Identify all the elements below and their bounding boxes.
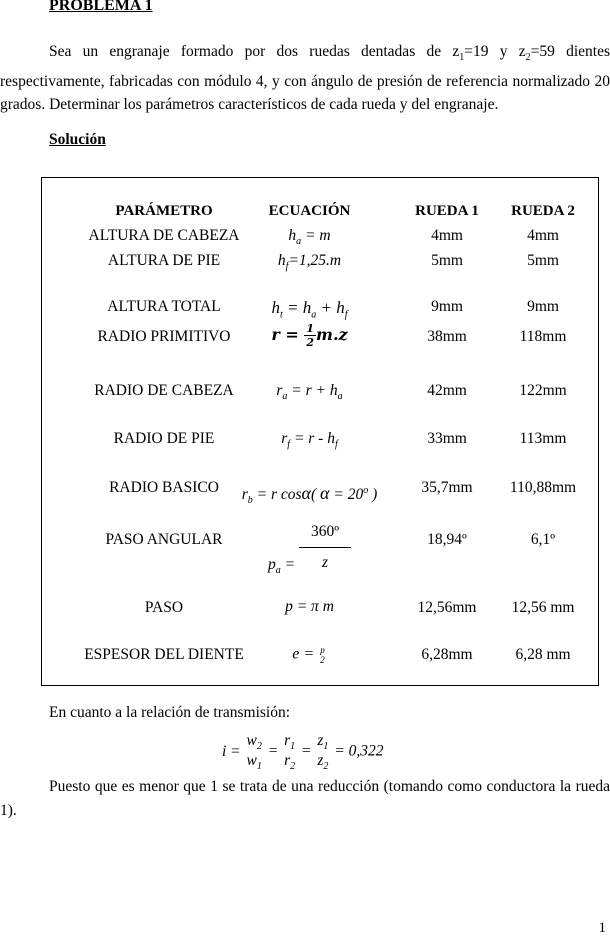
header-rueda2: RUEDA 2: [511, 203, 575, 219]
table-row-r2: 9mm: [527, 298, 559, 315]
table-row-param: ALTURA TOTAL: [107, 298, 221, 315]
equation-ha: $h_a = m$: [288, 227, 331, 248]
equation-r: r = $\frac{1}{2}$ m.z: [271, 322, 348, 349]
table-row-param: PASO ANGULAR: [105, 531, 223, 548]
table-row-r2: 118mm: [519, 328, 567, 345]
equation-hf: $h_f=1,25.m$: [277, 252, 342, 273]
table-row-r1: 38mm: [427, 328, 467, 345]
equation-e: e = p 2: [292, 645, 325, 665]
table-row-param: RADIO BASICO: [109, 479, 219, 496]
table-row-r2: 6,28 mm: [515, 646, 571, 663]
table-row-param: ESPESOR DEL DIENTE: [84, 646, 244, 663]
table-row-r1: 35,7mm: [421, 479, 473, 496]
table-row-r2: 4mm: [527, 227, 559, 244]
table-row-r1: 42mm: [427, 382, 467, 399]
table-row-param: ALTURA DE CABEZA: [88, 227, 240, 244]
table-row-r2: 113mm: [519, 430, 567, 447]
conclusion-text: Puesto que es menor que 1 se trata de una reducción (tomando como conductora la rueda 1).: [0, 778, 610, 819]
table-row-r2: 12,56 mm: [511, 599, 575, 616]
page-number: 1: [598, 920, 606, 936]
table-row-param: ALTURA DE PIE: [107, 252, 221, 269]
equation-p: p = π m: [285, 598, 334, 615]
equation-pa: $p_a$ = $\frac{\text{360º}}{z}$: [222, 523, 397, 572]
table-row-param: RADIO DE CABEZA: [94, 382, 234, 399]
table-row-r1: 18,94º: [427, 531, 467, 548]
header-rueda1: RUEDA 1: [415, 203, 479, 219]
parameters-table: [41, 177, 599, 686]
table-row-r1: 33mm: [427, 430, 467, 447]
table-row-r2: 5mm: [527, 252, 559, 269]
header-parametro: PARÁMETRO: [115, 203, 213, 219]
problem-statement: Sea un engranaje formado por dos ruedas dentadas de $z_1=19$ y $z_2=59$ dientes respectivamente, fabricadas con módulo 4, y con ángulo de presión de referencia normalizado 20 grados. Determinar los parámetros característicos de cada rueda y del engranaje.: [0, 43, 610, 114]
table-row-param: PASO: [144, 599, 184, 616]
table-row-r1: 5mm: [431, 252, 463, 269]
table-row-param: RADIO PRIMITIVO: [97, 328, 231, 345]
transmission-ratio-equation: i = $w_2$ $w_1$ = $r_1$ $r_2$ = $z_1$ $z_2$ = 0,322: [222, 732, 384, 773]
table-row-r2: 110,88mm: [509, 479, 577, 496]
table-row-r1: 9mm: [431, 298, 463, 315]
solution-heading: Solución: [49, 131, 106, 148]
equation-ht: $h_t = h_a + h_f$: [271, 298, 348, 321]
equation-rb: $r_b = r$ cosα( $\alpha = 20^o$ ): [241, 483, 378, 507]
equation-ra: $r_a = r + h_a$: [276, 382, 343, 403]
table-row-param: RADIO DE PIE: [113, 430, 215, 447]
table-row-r2: 122mm: [519, 382, 567, 399]
table-row-r1: 6,28mm: [421, 646, 473, 663]
table-row-r1: 4mm: [431, 227, 463, 244]
table-row-r1: 12,56mm: [417, 599, 477, 616]
problem-heading: PROBLEMA 1: [49, 0, 153, 14]
header-ecuacion: ECUACIÓN: [268, 203, 351, 219]
equation-rf: $r_f = r - h_f$: [281, 430, 338, 451]
table-row-r2: 6,1º: [530, 531, 556, 548]
transmission-intro: En cuanto a la relación de transmisión:: [49, 704, 291, 721]
